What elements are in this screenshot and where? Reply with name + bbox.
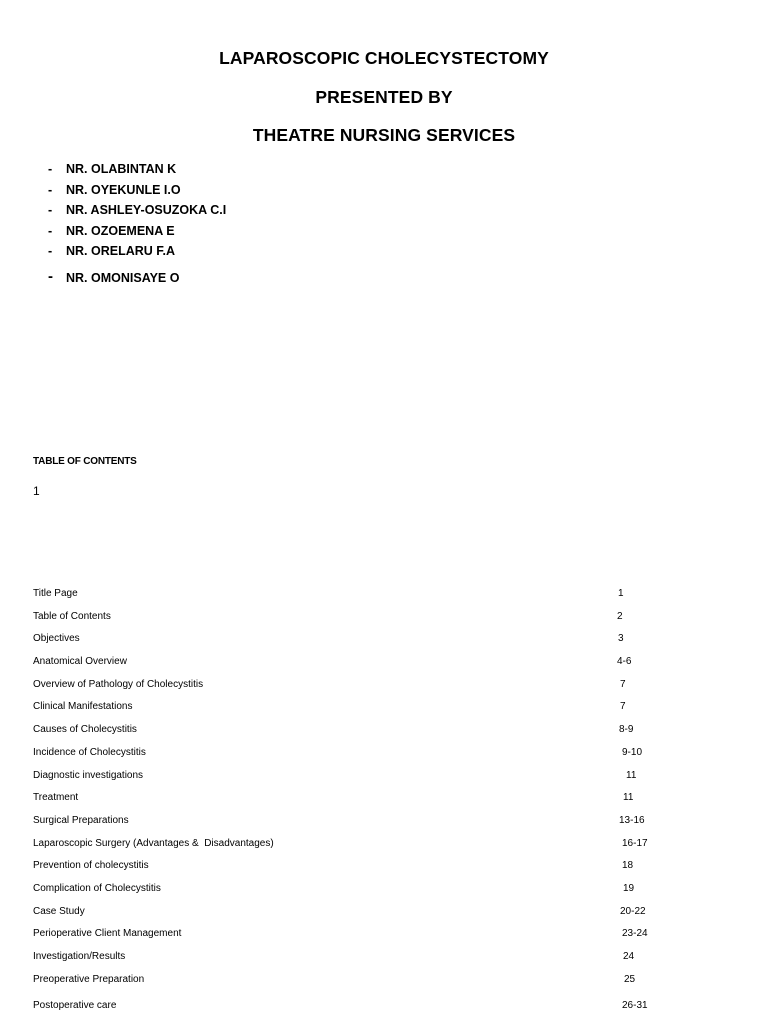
- toc-row: [0, 656, 768, 679]
- toc-row: [0, 611, 768, 634]
- toc-entry-label: Table of Contents: [33, 610, 111, 622]
- toc-entry-label: Laparoscopic Surgery (Advantages & Disadvantages): [33, 837, 274, 849]
- toc-row: [0, 792, 768, 815]
- list-dash: -: [48, 223, 53, 238]
- presenter-name: NR. ORELARU F.A: [66, 244, 176, 259]
- toc-entry-page: 1: [618, 588, 624, 599]
- toc-entry-label: Clinical Manifestations: [33, 701, 133, 713]
- toc-row: [0, 747, 768, 770]
- list-dash: -: [48, 182, 53, 197]
- toc-entry-page: 7: [620, 701, 626, 713]
- document-title: LAPAROSCOPIC CHOLECYSTECTOMY: [219, 48, 549, 68]
- toc-entry-page: 3: [618, 633, 624, 645]
- toc-entry-label: Diagnostic investigations: [33, 769, 144, 781]
- toc-list: [0, 588, 768, 1023]
- toc-entry-label: Title Page: [33, 588, 78, 599]
- presenter-name: NR. OLABINTAN K: [66, 162, 177, 176]
- toc-entry-page: 11: [623, 792, 634, 804]
- toc-entry-page: 7: [620, 678, 626, 690]
- toc-entry-page: 18: [622, 860, 634, 872]
- organization-heading: THEATRE NURSING SERVICES: [252, 125, 516, 145]
- toc-entry-page: 25: [624, 973, 636, 985]
- toc-entry-page: 23-24: [622, 928, 648, 940]
- toc-row: [0, 883, 768, 906]
- toc-entry-label: Postoperative care: [33, 1000, 117, 1012]
- toc-entry-page: 8-9: [619, 724, 634, 736]
- toc-entry-page: 11: [626, 769, 637, 781]
- toc-row: [0, 815, 768, 838]
- toc-heading: TABLE OF CONTENTS: [33, 456, 137, 467]
- toc-row: [0, 588, 768, 611]
- toc-entry-page: 9-10: [622, 746, 643, 758]
- presenter-name: NR. ASHLEY-OSUZOKA C.I: [66, 203, 227, 218]
- toc-entry-label: Investigation/Results: [33, 951, 126, 962]
- toc-entry-label: Objectives: [33, 633, 80, 645]
- toc-row: [0, 724, 768, 747]
- page-number: 1: [33, 484, 40, 498]
- toc-row: [0, 679, 768, 702]
- toc-row: [0, 928, 768, 951]
- toc-entry-label: Treatment: [33, 792, 79, 804]
- presenter-name: NR. OZOEMENA E: [66, 223, 175, 238]
- toc-entry-label: Anatomical Overview: [33, 656, 127, 668]
- toc-entry-label: Surgical Preparations: [33, 814, 129, 826]
- toc-entry-page: 16-17: [622, 837, 648, 849]
- toc-entry-page: 13-16: [619, 814, 645, 826]
- list-dash: -: [48, 267, 53, 285]
- toc-row: [0, 974, 768, 997]
- toc-entry-label: Causes of Cholecystitis: [33, 724, 137, 736]
- presenter-name: NR. OMONISAYE O: [66, 270, 180, 285]
- presented-by-heading: PRESENTED BY: [315, 87, 453, 107]
- list-dash: -: [48, 203, 53, 218]
- toc-entry-page: 24: [623, 951, 635, 962]
- toc-row: [0, 633, 768, 656]
- toc-entry-label: Incidence of Cholecystitis: [33, 746, 146, 758]
- toc-entry-page: 2: [617, 610, 623, 622]
- toc-entry-label: Overview of Pathology of Cholecystitis: [33, 678, 204, 690]
- list-dash: -: [48, 244, 53, 259]
- toc-entry-label: Prevention of cholecystitis: [33, 860, 149, 872]
- toc-entry-page: 26-31: [622, 1000, 648, 1012]
- toc-row: [0, 951, 768, 974]
- toc-entry-label: Complication of Cholecystitis: [33, 882, 161, 894]
- toc-row: [0, 860, 768, 883]
- list-dash: -: [48, 162, 53, 176]
- toc-entry-page: 19: [623, 882, 635, 894]
- toc-row: [0, 838, 768, 861]
- toc-entry-label: Perioperative Client Management: [33, 928, 182, 940]
- toc-entry-page: 4-6: [617, 656, 632, 668]
- toc-entry-label: Preoperative Preparation: [33, 973, 145, 985]
- toc-row: [0, 770, 768, 793]
- presenter-name: NR. OYEKUNLE I.O: [66, 182, 181, 197]
- toc-entry-page: 20-22: [620, 905, 646, 917]
- toc-row: [0, 1000, 768, 1023]
- toc-entry-label: Case Study: [33, 905, 85, 917]
- toc-row: [0, 906, 768, 929]
- toc-row: [0, 701, 768, 724]
